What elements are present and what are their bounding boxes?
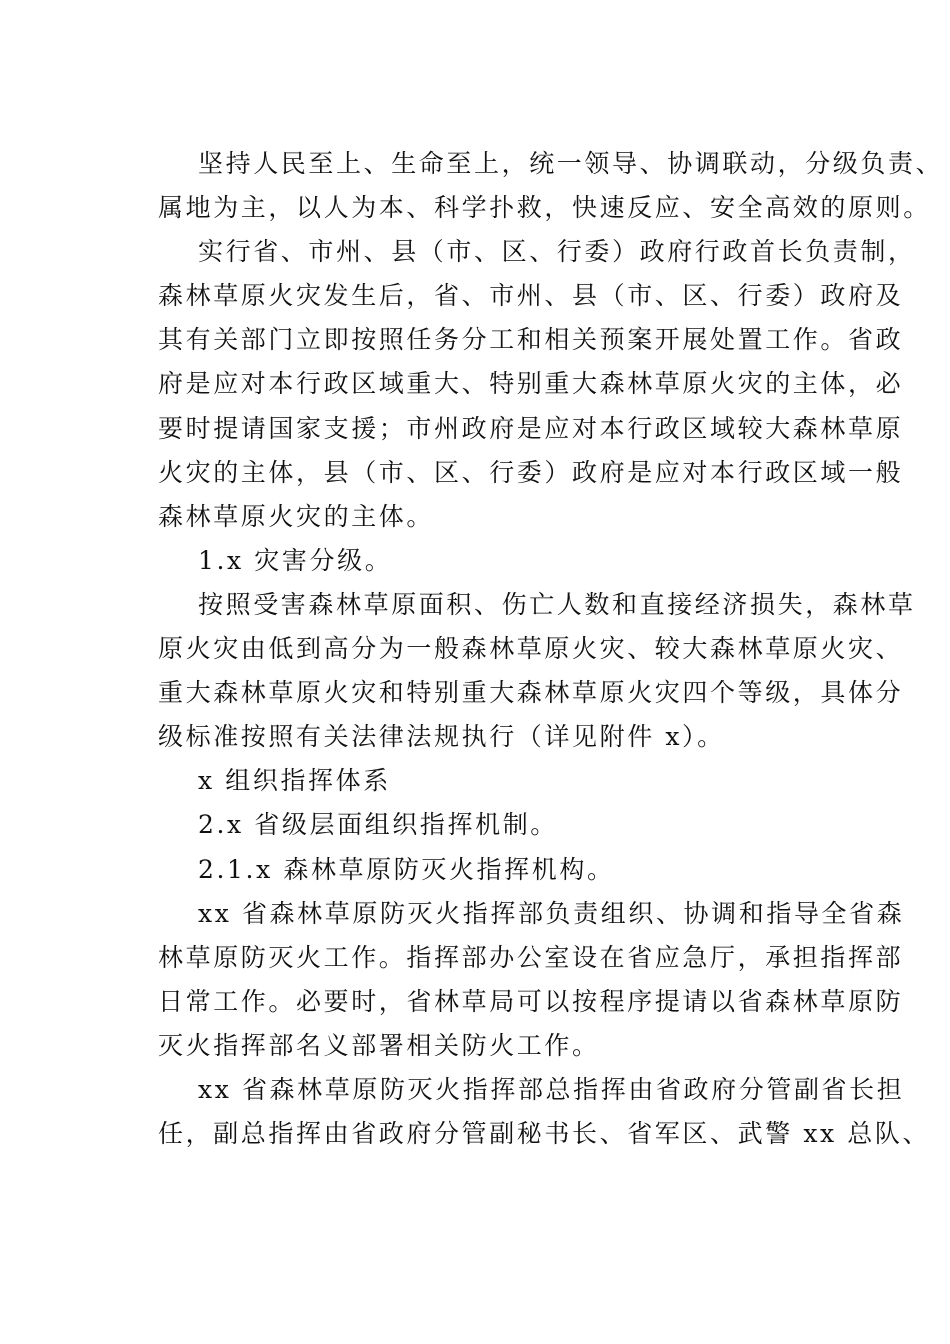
text-line: 属地为主，以人为本、科学扑救，快速反应、安全高效的原则。 — [158, 193, 931, 223]
text-line: 任，副总指挥由省政府分管副秘书长、省军区、武警 xx 总队、 — [158, 1119, 931, 1149]
text-line: 火灾的主体，县（市、区、行委）政府是应对本行政区域一般 — [158, 457, 904, 487]
text-line: xx 省森林草原防灭火指挥部负责组织、协调和指导全省森 — [198, 898, 905, 928]
text-line: 坚持人民至上、生命至上，统一领导、协调联动，分级负责、 — [198, 149, 944, 178]
text-line: 原火灾由低到高分为一般森林草原火灾、较大森林草原火灾、 — [158, 634, 904, 664]
text-line: xx 省森林草原防灭火指挥部总指挥由省政府分管副省长担 — [198, 1074, 905, 1104]
section-heading — [118, 803, 834, 847]
text-line: 灭火指挥部名义部署相关防火工作。 — [158, 1030, 600, 1060]
text-line: 府是应对本行政区域重大、特别重大森林草原火灾的主体，必 — [158, 369, 904, 399]
text-line: 日常工作。必要时，省林草局可以按程序提请以省森林草原防 — [158, 986, 904, 1016]
paragraph-command-hq — [118, 892, 905, 1068]
text-line: 按照受害森林草原面积、伤亡人数和直接经济损失，森林草 — [198, 589, 916, 619]
text-line: 重大森林草原火灾和特别重大森林草原火灾四个等级，具体分 — [158, 678, 904, 708]
heading-command-agency: 2.1.x 森林草原防灭火指挥机构。 — [198, 854, 615, 884]
text-line: 要时提请国家支援；市州政府是应对本行政区域较大森林草原 — [158, 413, 904, 443]
text-line: 林草原防灭火工作。指挥部办公室设在省应急厅，承担指挥部 — [158, 942, 904, 972]
paragraph-grading — [118, 583, 916, 759]
paragraph-responsibility — [118, 230, 916, 539]
text-line: 实行省、市州、县（市、区、行委）政府行政首长负责制， — [198, 237, 916, 267]
text-line: 森林草原火灾发生后，省、市州、县（市、区、行委）政府及 — [158, 281, 904, 311]
text-line: 其有关部门立即按照任务分工和相关预案开展处置工作。省政 — [158, 325, 904, 355]
heading-disaster-grading: 1.x 灾害分级。 — [198, 545, 393, 575]
heading-command-system: x 组织指挥体系 — [198, 766, 391, 796]
text-line: 森林草原火灾的主体。 — [158, 501, 435, 531]
section-heading — [118, 539, 834, 583]
text-line: 级标准按照有关法律法规执行（详见附件 x）。 — [158, 722, 725, 752]
heading-provincial-mechanism: 2.x 省级层面组织指挥机制。 — [198, 810, 558, 840]
section-heading — [118, 759, 834, 803]
section-heading — [118, 848, 834, 892]
document-body — [118, 142, 944, 1156]
paragraph-principle — [118, 142, 944, 230]
paragraph-commander — [118, 1068, 931, 1156]
